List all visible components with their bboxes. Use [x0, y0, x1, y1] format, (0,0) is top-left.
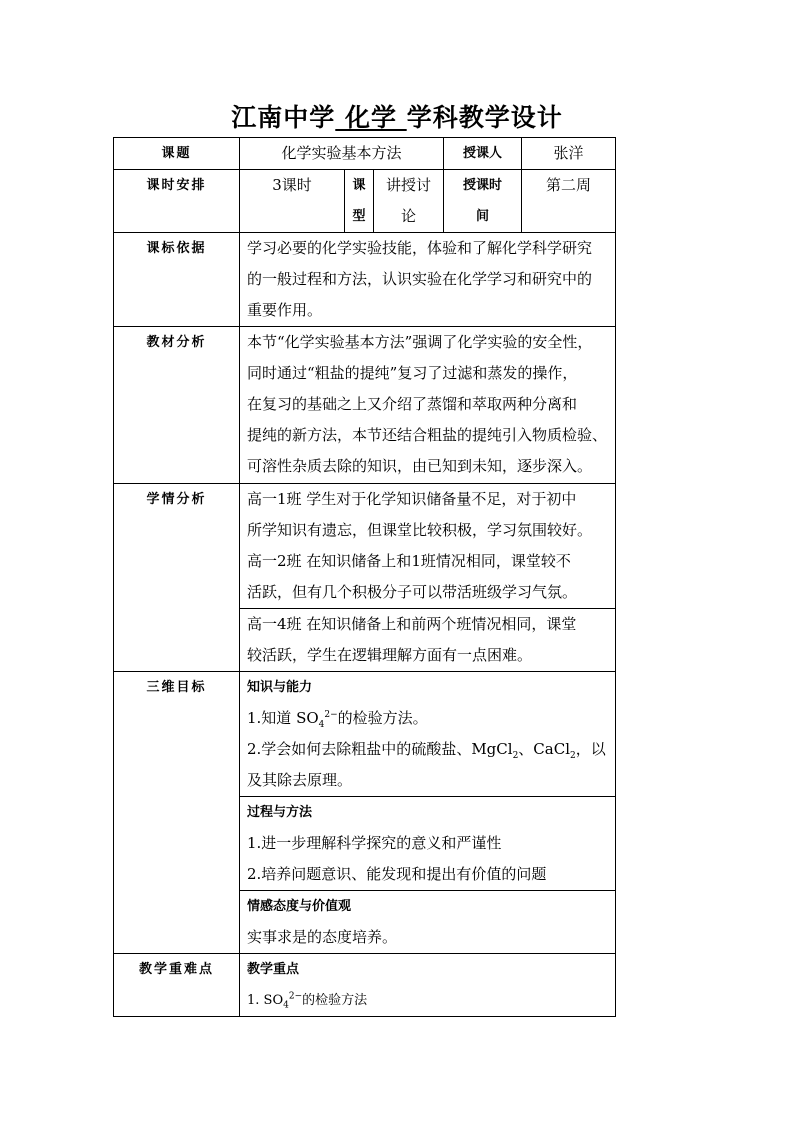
emotion-item-1: 实事求是的态度培养。 [247, 928, 398, 946]
goals-process [240, 797, 616, 891]
row-goals-knowledge [114, 672, 616, 797]
row-standard [114, 233, 616, 327]
emotion-title: 情感态度与价值观 [247, 899, 352, 914]
knowledge-item-1: 1.知道 $SO_4^{2-}$的检验方法。 [247, 709, 428, 730]
topic-value: 化学实验基本方法 [240, 138, 444, 170]
goals-knowledge [240, 672, 616, 797]
label-time: 授课时 间 [444, 170, 522, 233]
type-value: 讲授讨 论 [374, 170, 444, 233]
lesson-plan-table [113, 137, 616, 1017]
goals-emotion [240, 891, 616, 954]
row-students-1 [114, 484, 616, 609]
label-standard: 课标依据 [114, 233, 240, 327]
key-title: 教学重点 [247, 962, 300, 977]
teacher-value: 张洋 [522, 138, 616, 170]
title-subject: 化学 [335, 103, 407, 132]
knowledge-item-2-cont: 及其除去原理。 [247, 771, 353, 789]
key-points-content [240, 954, 616, 1017]
label-type: 课 型 [345, 170, 374, 233]
students-block-1: 高一1班 学生对于化学知识储备量不足，对于初中 所学知识有遗忘，但课堂比较积极，学习氛围较好。 高一2班 在知识储备上和1班情况相同，课堂较不 活跃，但有几个积极分子可以带活班级学习气氛。 [240, 484, 616, 609]
students-block-2: 高一4班 在知识储备上和前两个班情况相同，课堂 较活跃，学生在逻辑理解方面有一点困难。 [240, 609, 616, 672]
process-title: 过程与方法 [247, 805, 313, 820]
label-topic: 课题 [114, 138, 240, 170]
label-goals: 三维目标 [114, 672, 240, 954]
label-teacher: 授课人 [444, 138, 522, 170]
material-content: 本节“化学实验基本方法”强调了化学实验的安全性， 同时通过“粗盐的提纯”复习了过滤和蒸发的操作， 在复习的基础之上又介绍了蒸馏和萃取两种分离和 提纯的新方法，本节还结合粗盐的提纯引入物质检验、 可溶性杂质去除的知识，由已知到未知，逐步深入。 [240, 327, 616, 484]
hours-value: 3课时 [240, 170, 345, 233]
key-item-1: 1. $SO_4^{2-}$的检验方法 [247, 991, 368, 1011]
label-key-points: 教学重难点 [114, 954, 240, 1017]
knowledge-title: 知识与能力 [247, 680, 313, 695]
title-suffix: 学科教学设计 [406, 103, 563, 132]
row-material [114, 327, 616, 484]
title-school: 江南中学 [231, 103, 336, 132]
standard-content: 学习必要的化学实验技能，体验和了解化学科学研究 的一般过程和方法，认识实验在化学学习和研究中的 重要作用。 [240, 233, 616, 327]
label-material: 教材分析 [114, 327, 240, 484]
process-item-2: 2.培养问题意识、能发现和提出有价值的问题 [247, 865, 547, 883]
time-value: 第二周 [522, 170, 616, 233]
row-key-points [114, 954, 616, 1017]
knowledge-item-2: 2.学会如何去除粗盐中的硫酸盐、MgCl$_2$、CaCl$_2$，以 [247, 740, 606, 761]
label-students: 学情分析 [114, 484, 240, 672]
document-title [0, 98, 794, 134]
row-topic [114, 138, 616, 170]
label-schedule: 课时安排 [114, 170, 240, 233]
row-schedule [114, 170, 616, 233]
process-item-1: 1.进一步理解科学探究的意义和严谨性 [247, 834, 502, 852]
